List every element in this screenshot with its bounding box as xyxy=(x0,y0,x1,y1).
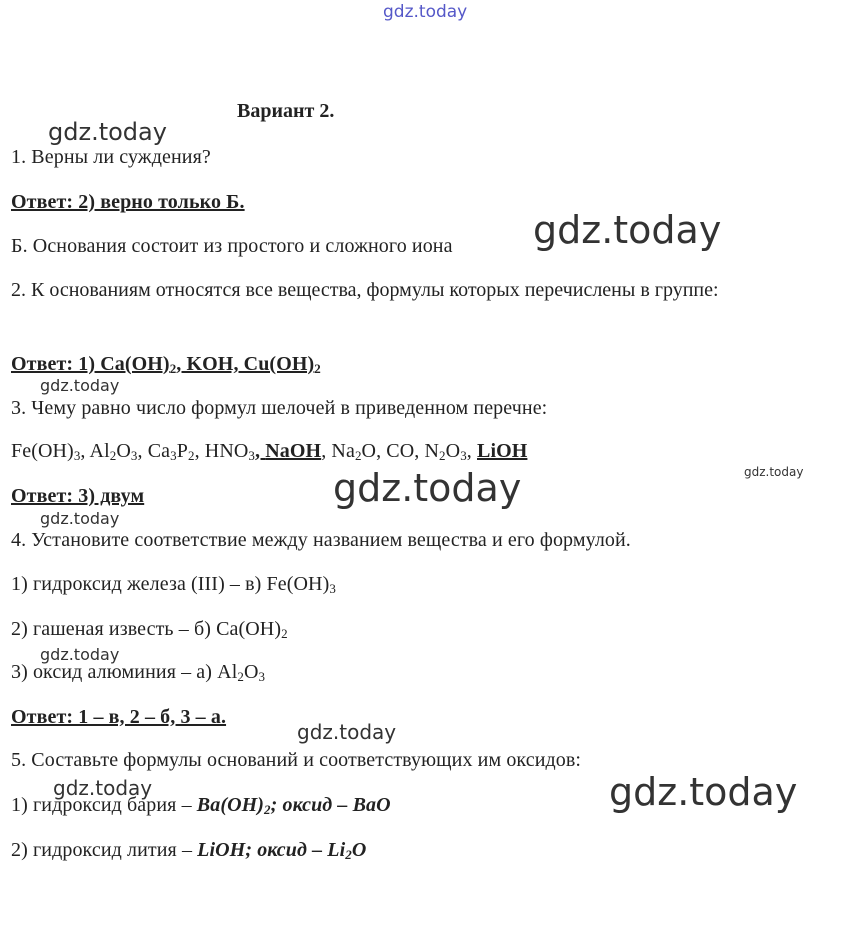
answer-2: Ответ: 1) $Ca(OH)_2$, KOH, $Cu(OH)_2$ xyxy=(11,353,321,376)
question-5: 5. Составьте формулы оснований и соответствующих им оксидов: xyxy=(11,749,582,771)
question-1: 1. Верны ли суждения? xyxy=(11,146,211,168)
watermark: gdz.today xyxy=(40,376,120,395)
watermark: gdz.today xyxy=(744,465,804,479)
match-item-3: 3) оксид алюминия – а) $Al_2O_3$ xyxy=(11,661,266,684)
page-title: Вариант 2. xyxy=(237,100,335,122)
watermark: gdz.today xyxy=(48,118,167,146)
watermark: gdz.today xyxy=(333,466,522,510)
watermark: gdz.today xyxy=(297,720,397,744)
match-item-2: 2) гашеная известь – б) $Ca(OH)_2$ xyxy=(11,618,288,641)
match-item-1: 1) гидроксид железа (III) – в) $Fe(OH)_3$ xyxy=(11,573,336,596)
question-3: 3. Чему равно число формул шелочей в приведенном перечне: xyxy=(11,397,548,419)
formula-list: $Fe(OH)_3$, $Al_2O_3$, $Ca_3P_2$, $HNO_3$, NaOH, $Na_2O$, CO, $N_2O_3$, LiOH xyxy=(11,440,528,463)
answer-1: Ответ: 2) верно только Б. xyxy=(11,191,245,213)
answer-4: Ответ: 1 – в, 2 – б, 3 – а. xyxy=(11,706,227,728)
base-item-2: 2) гидроксид лития – LiOH; оксид – $Li_2O$ xyxy=(11,839,367,862)
answer-3: Ответ: 3) двум xyxy=(11,485,145,507)
watermark: gdz.today xyxy=(533,208,722,252)
statement-b: Б. Основания состоит из простого и сложного иона xyxy=(11,235,453,257)
watermark-top: gdz.today xyxy=(383,2,468,22)
watermark: gdz.today xyxy=(609,770,798,814)
base-item-1: 1) гидроксид бария – $Ba(OH)_2$; оксид – BaO xyxy=(11,794,391,817)
question-4: 4. Установите соответствие между названием вещества и его формулой. xyxy=(11,529,631,551)
watermark: gdz.today xyxy=(53,776,153,800)
watermark: gdz.today xyxy=(40,509,120,528)
watermark: gdz.today xyxy=(40,645,120,664)
question-2: 2. К основаниям относятся все вещества, формулы которых перечислены в группе: xyxy=(11,279,719,301)
